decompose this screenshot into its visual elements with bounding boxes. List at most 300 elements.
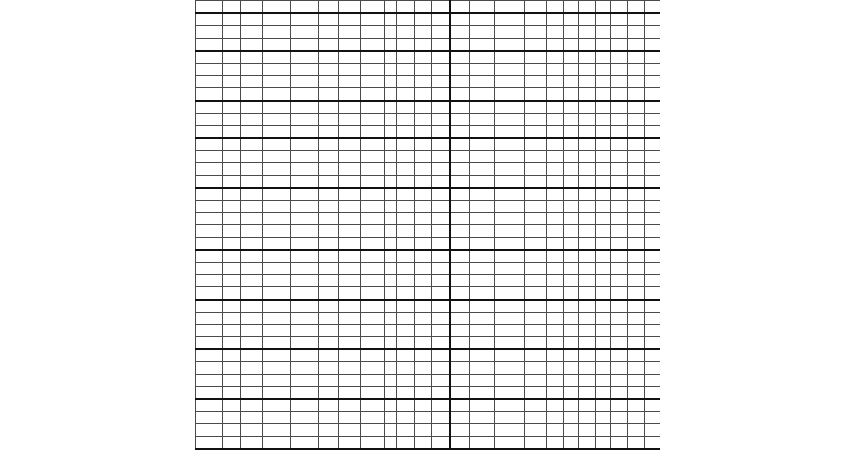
table-cell[interactable] <box>564 237 579 250</box>
table-cell[interactable] <box>596 76 611 88</box>
table-cell[interactable] <box>495 188 525 201</box>
table-cell[interactable] <box>547 436 564 449</box>
table-cell[interactable] <box>470 250 495 263</box>
table-cell[interactable] <box>361 386 385 399</box>
table-cell[interactable] <box>263 424 291 436</box>
table-cell[interactable] <box>495 324 525 336</box>
table-cell[interactable] <box>361 76 385 88</box>
table-cell[interactable] <box>339 13 361 26</box>
table-cell[interactable] <box>361 151 385 163</box>
table-cell[interactable] <box>525 88 547 101</box>
table-cell[interactable] <box>223 237 241 250</box>
table-cell[interactable] <box>241 386 263 399</box>
table-cell[interactable] <box>596 213 611 225</box>
table-cell[interactable] <box>628 201 645 213</box>
table-cell[interactable] <box>385 151 397 163</box>
table-cell[interactable] <box>397 101 415 114</box>
table-cell[interactable] <box>241 312 263 324</box>
table-cell[interactable] <box>339 225 361 237</box>
table-cell[interactable] <box>645 113 661 125</box>
table-cell[interactable] <box>596 26 611 38</box>
table-cell[interactable] <box>397 337 415 350</box>
table-cell[interactable] <box>241 262 263 274</box>
table-cell[interactable] <box>223 399 241 412</box>
table-cell[interactable] <box>470 324 495 336</box>
table-cell[interactable] <box>241 324 263 336</box>
table-cell[interactable] <box>397 324 415 336</box>
table-cell[interactable] <box>263 163 291 175</box>
table-cell[interactable] <box>611 287 628 300</box>
table-cell[interactable] <box>223 163 241 175</box>
table-cell[interactable] <box>547 300 564 313</box>
table-cell[interactable] <box>291 287 319 300</box>
table-cell[interactable] <box>495 337 525 350</box>
table-cell[interactable] <box>241 26 263 38</box>
table-cell[interactable] <box>223 412 241 424</box>
table-cell[interactable] <box>415 163 432 175</box>
table-cell[interactable] <box>196 151 223 163</box>
table-cell[interactable] <box>579 63 596 75</box>
table-cell[interactable] <box>495 175 525 188</box>
table-cell[interactable] <box>361 287 385 300</box>
table-cell[interactable] <box>385 163 397 175</box>
table-cell[interactable] <box>263 26 291 38</box>
table-cell[interactable] <box>564 63 579 75</box>
table-cell[interactable] <box>385 51 397 64</box>
table-cell[interactable] <box>547 13 564 26</box>
table-cell[interactable] <box>319 175 339 188</box>
table-cell[interactable] <box>415 213 432 225</box>
table-cell[interactable] <box>196 26 223 38</box>
table-cell[interactable] <box>579 424 596 436</box>
table-cell[interactable] <box>579 213 596 225</box>
table-cell[interactable] <box>291 225 319 237</box>
table-cell[interactable] <box>241 188 263 201</box>
table-cell[interactable] <box>263 362 291 374</box>
table-cell[interactable] <box>361 188 385 201</box>
table-cell[interactable] <box>196 1 223 14</box>
table-cell[interactable] <box>196 324 223 336</box>
table-cell[interactable] <box>415 151 432 163</box>
table-cell[interactable] <box>470 188 495 201</box>
table-cell[interactable] <box>432 436 450 449</box>
table-cell[interactable] <box>223 349 241 362</box>
table-cell[interactable] <box>525 386 547 399</box>
table-cell[interactable] <box>397 51 415 64</box>
table-cell[interactable] <box>596 101 611 114</box>
table-cell[interactable] <box>596 225 611 237</box>
table-cell[interactable] <box>319 101 339 114</box>
table-cell[interactable] <box>397 399 415 412</box>
table-cell[interactable] <box>470 287 495 300</box>
table-cell[interactable] <box>525 399 547 412</box>
table-cell[interactable] <box>361 275 385 287</box>
table-cell[interactable] <box>525 300 547 313</box>
table-cell[interactable] <box>547 287 564 300</box>
table-cell[interactable] <box>628 436 645 449</box>
table-cell[interactable] <box>547 324 564 336</box>
table-cell[interactable] <box>579 349 596 362</box>
table-cell[interactable] <box>319 125 339 138</box>
table-cell[interactable] <box>525 312 547 324</box>
table-cell[interactable] <box>564 412 579 424</box>
table-cell[interactable] <box>596 38 611 51</box>
table-cell[interactable] <box>495 51 525 64</box>
table-cell[interactable] <box>470 13 495 26</box>
table-cell[interactable] <box>319 337 339 350</box>
table-cell[interactable] <box>339 362 361 374</box>
table-cell[interactable] <box>385 399 397 412</box>
table-cell[interactable] <box>450 262 470 274</box>
table-cell[interactable] <box>628 13 645 26</box>
table-cell[interactable] <box>432 412 450 424</box>
table-cell[interactable] <box>525 13 547 26</box>
table-cell[interactable] <box>291 101 319 114</box>
table-cell[interactable] <box>196 300 223 313</box>
table-cell[interactable] <box>223 337 241 350</box>
table-cell[interactable] <box>339 51 361 64</box>
table-cell[interactable] <box>397 349 415 362</box>
table-cell[interactable] <box>361 337 385 350</box>
table-cell[interactable] <box>319 225 339 237</box>
table-cell[interactable] <box>241 362 263 374</box>
table-cell[interactable] <box>470 213 495 225</box>
table-cell[interactable] <box>596 324 611 336</box>
table-cell[interactable] <box>547 412 564 424</box>
table-cell[interactable] <box>339 151 361 163</box>
table-cell[interactable] <box>223 362 241 374</box>
table-cell[interactable] <box>450 1 470 14</box>
table-cell[interactable] <box>432 175 450 188</box>
table-cell[interactable] <box>196 237 223 250</box>
table-cell[interactable] <box>579 26 596 38</box>
table-cell[interactable] <box>495 262 525 274</box>
table-cell[interactable] <box>470 436 495 449</box>
table-cell[interactable] <box>397 225 415 237</box>
table-cell[interactable] <box>547 76 564 88</box>
table-cell[interactable] <box>319 38 339 51</box>
table-cell[interactable] <box>564 138 579 151</box>
table-cell[interactable] <box>385 362 397 374</box>
table-cell[interactable] <box>415 76 432 88</box>
table-cell[interactable] <box>525 262 547 274</box>
table-cell[interactable] <box>596 250 611 263</box>
table-cell[interactable] <box>628 412 645 424</box>
table-cell[interactable] <box>196 213 223 225</box>
table-cell[interactable] <box>397 436 415 449</box>
table-cell[interactable] <box>628 163 645 175</box>
table-cell[interactable] <box>547 151 564 163</box>
table-cell[interactable] <box>495 424 525 436</box>
table-cell[interactable] <box>450 349 470 362</box>
table-cell[interactable] <box>385 300 397 313</box>
table-cell[interactable] <box>361 38 385 51</box>
table-cell[interactable] <box>432 125 450 138</box>
table-cell[interactable] <box>470 237 495 250</box>
table-cell[interactable] <box>495 213 525 225</box>
table-cell[interactable] <box>263 349 291 362</box>
table-cell[interactable] <box>263 76 291 88</box>
table-cell[interactable] <box>645 250 661 263</box>
table-cell[interactable] <box>432 213 450 225</box>
table-cell[interactable] <box>339 262 361 274</box>
table-cell[interactable] <box>223 436 241 449</box>
table-cell[interactable] <box>645 362 661 374</box>
table-cell[interactable] <box>319 26 339 38</box>
table-cell[interactable] <box>415 386 432 399</box>
table-cell[interactable] <box>385 349 397 362</box>
table-cell[interactable] <box>223 324 241 336</box>
table-cell[interactable] <box>495 13 525 26</box>
table-cell[interactable] <box>596 1 611 14</box>
table-cell[interactable] <box>397 237 415 250</box>
table-cell[interactable] <box>596 374 611 386</box>
table-cell[interactable] <box>525 374 547 386</box>
table-cell[interactable] <box>196 399 223 412</box>
table-cell[interactable] <box>263 250 291 263</box>
table-cell[interactable] <box>564 324 579 336</box>
table-cell[interactable] <box>385 63 397 75</box>
table-cell[interactable] <box>611 163 628 175</box>
table-cell[interactable] <box>196 101 223 114</box>
table-cell[interactable] <box>397 63 415 75</box>
table-cell[interactable] <box>611 76 628 88</box>
table-cell[interactable] <box>397 250 415 263</box>
table-cell[interactable] <box>611 151 628 163</box>
table-cell[interactable] <box>196 163 223 175</box>
table-cell[interactable] <box>361 436 385 449</box>
table-cell[interactable] <box>579 312 596 324</box>
table-cell[interactable] <box>547 38 564 51</box>
table-cell[interactable] <box>611 101 628 114</box>
table-cell[interactable] <box>432 188 450 201</box>
table-cell[interactable] <box>525 349 547 362</box>
table-cell[interactable] <box>470 349 495 362</box>
table-cell[interactable] <box>547 188 564 201</box>
table-cell[interactable] <box>339 125 361 138</box>
table-cell[interactable] <box>241 349 263 362</box>
table-cell[interactable] <box>525 63 547 75</box>
table-cell[interactable] <box>196 337 223 350</box>
table-cell[interactable] <box>319 362 339 374</box>
table-cell[interactable] <box>196 76 223 88</box>
table-cell[interactable] <box>196 188 223 201</box>
table-cell[interactable] <box>470 51 495 64</box>
table-cell[interactable] <box>241 300 263 313</box>
table-cell[interactable] <box>495 201 525 213</box>
table-cell[interactable] <box>547 250 564 263</box>
table-cell[interactable] <box>415 113 432 125</box>
table-cell[interactable] <box>470 201 495 213</box>
table-cell[interactable] <box>645 337 661 350</box>
table-cell[interactable] <box>495 362 525 374</box>
table-cell[interactable] <box>432 399 450 412</box>
table-cell[interactable] <box>495 275 525 287</box>
table-cell[interactable] <box>596 138 611 151</box>
table-cell[interactable] <box>319 13 339 26</box>
table-cell[interactable] <box>196 38 223 51</box>
table-cell[interactable] <box>432 138 450 151</box>
table-cell[interactable] <box>470 88 495 101</box>
table-cell[interactable] <box>525 1 547 14</box>
table-cell[interactable] <box>223 51 241 64</box>
table-cell[interactable] <box>450 250 470 263</box>
table-cell[interactable] <box>547 113 564 125</box>
table-cell[interactable] <box>263 101 291 114</box>
table-cell[interactable] <box>339 113 361 125</box>
table-cell[interactable] <box>361 312 385 324</box>
table-cell[interactable] <box>611 250 628 263</box>
table-cell[interactable] <box>645 63 661 75</box>
table-cell[interactable] <box>564 312 579 324</box>
table-cell[interactable] <box>432 38 450 51</box>
table-cell[interactable] <box>470 300 495 313</box>
table-cell[interactable] <box>385 386 397 399</box>
table-cell[interactable] <box>397 113 415 125</box>
table-cell[interactable] <box>645 138 661 151</box>
table-cell[interactable] <box>361 163 385 175</box>
table-cell[interactable] <box>397 275 415 287</box>
table-cell[interactable] <box>196 312 223 324</box>
table-cell[interactable] <box>397 287 415 300</box>
table-cell[interactable] <box>525 287 547 300</box>
table-cell[interactable] <box>339 76 361 88</box>
table-cell[interactable] <box>397 424 415 436</box>
table-cell[interactable] <box>450 412 470 424</box>
table-cell[interactable] <box>223 113 241 125</box>
table-cell[interactable] <box>611 237 628 250</box>
table-cell[interactable] <box>470 399 495 412</box>
table-cell[interactable] <box>291 125 319 138</box>
table-cell[interactable] <box>361 26 385 38</box>
table-cell[interactable] <box>645 188 661 201</box>
table-cell[interactable] <box>579 436 596 449</box>
table-cell[interactable] <box>611 424 628 436</box>
table-cell[interactable] <box>450 113 470 125</box>
table-cell[interactable] <box>196 436 223 449</box>
table-cell[interactable] <box>361 51 385 64</box>
table-cell[interactable] <box>450 374 470 386</box>
table-cell[interactable] <box>319 76 339 88</box>
table-cell[interactable] <box>579 163 596 175</box>
table-cell[interactable] <box>241 63 263 75</box>
table-cell[interactable] <box>196 349 223 362</box>
table-cell[interactable] <box>241 201 263 213</box>
table-cell[interactable] <box>596 63 611 75</box>
table-cell[interactable] <box>547 213 564 225</box>
table-cell[interactable] <box>645 300 661 313</box>
table-cell[interactable] <box>645 151 661 163</box>
table-cell[interactable] <box>415 374 432 386</box>
table-cell[interactable] <box>596 51 611 64</box>
table-cell[interactable] <box>241 399 263 412</box>
table-cell[interactable] <box>196 412 223 424</box>
table-cell[interactable] <box>495 76 525 88</box>
table-cell[interactable] <box>339 424 361 436</box>
table-cell[interactable] <box>628 38 645 51</box>
table-cell[interactable] <box>525 125 547 138</box>
table-cell[interactable] <box>385 13 397 26</box>
table-cell[interactable] <box>579 201 596 213</box>
table-cell[interactable] <box>319 51 339 64</box>
table-cell[interactable] <box>450 201 470 213</box>
table-cell[interactable] <box>241 337 263 350</box>
table-cell[interactable] <box>470 337 495 350</box>
table-cell[interactable] <box>263 225 291 237</box>
table-cell[interactable] <box>319 1 339 14</box>
table-cell[interactable] <box>547 349 564 362</box>
table-cell[interactable] <box>450 237 470 250</box>
table-cell[interactable] <box>339 26 361 38</box>
table-cell[interactable] <box>495 237 525 250</box>
table-cell[interactable] <box>547 237 564 250</box>
table-cell[interactable] <box>432 287 450 300</box>
table-cell[interactable] <box>415 424 432 436</box>
table-cell[interactable] <box>450 51 470 64</box>
table-cell[interactable] <box>319 213 339 225</box>
table-cell[interactable] <box>385 76 397 88</box>
table-cell[interactable] <box>525 201 547 213</box>
table-cell[interactable] <box>263 312 291 324</box>
table-cell[interactable] <box>495 412 525 424</box>
table-cell[interactable] <box>339 175 361 188</box>
table-cell[interactable] <box>291 374 319 386</box>
table-cell[interactable] <box>495 312 525 324</box>
table-cell[interactable] <box>223 213 241 225</box>
table-cell[interactable] <box>397 175 415 188</box>
table-cell[interactable] <box>415 13 432 26</box>
table-cell[interactable] <box>432 88 450 101</box>
table-cell[interactable] <box>547 26 564 38</box>
table-cell[interactable] <box>495 300 525 313</box>
table-cell[interactable] <box>628 113 645 125</box>
table-cell[interactable] <box>339 287 361 300</box>
table-cell[interactable] <box>564 113 579 125</box>
table-cell[interactable] <box>547 163 564 175</box>
table-cell[interactable] <box>628 63 645 75</box>
table-cell[interactable] <box>223 38 241 51</box>
table-cell[interactable] <box>432 362 450 374</box>
table-cell[interactable] <box>196 225 223 237</box>
table-cell[interactable] <box>432 300 450 313</box>
table-cell[interactable] <box>645 213 661 225</box>
table-cell[interactable] <box>432 26 450 38</box>
table-cell[interactable] <box>241 412 263 424</box>
table-cell[interactable] <box>432 337 450 350</box>
table-cell[interactable] <box>339 88 361 101</box>
table-cell[interactable] <box>263 88 291 101</box>
table-cell[interactable] <box>611 324 628 336</box>
table-cell[interactable] <box>319 201 339 213</box>
table-cell[interactable] <box>263 275 291 287</box>
table-cell[interactable] <box>579 113 596 125</box>
table-cell[interactable] <box>291 337 319 350</box>
table-cell[interactable] <box>645 13 661 26</box>
table-cell[interactable] <box>432 312 450 324</box>
table-cell[interactable] <box>628 51 645 64</box>
table-cell[interactable] <box>291 436 319 449</box>
table-cell[interactable] <box>319 287 339 300</box>
table-cell[interactable] <box>263 63 291 75</box>
table-cell[interactable] <box>415 88 432 101</box>
table-cell[interactable] <box>547 386 564 399</box>
table-cell[interactable] <box>397 76 415 88</box>
table-cell[interactable] <box>291 275 319 287</box>
table-cell[interactable] <box>547 337 564 350</box>
table-cell[interactable] <box>291 76 319 88</box>
table-cell[interactable] <box>339 324 361 336</box>
table-cell[interactable] <box>241 1 263 14</box>
